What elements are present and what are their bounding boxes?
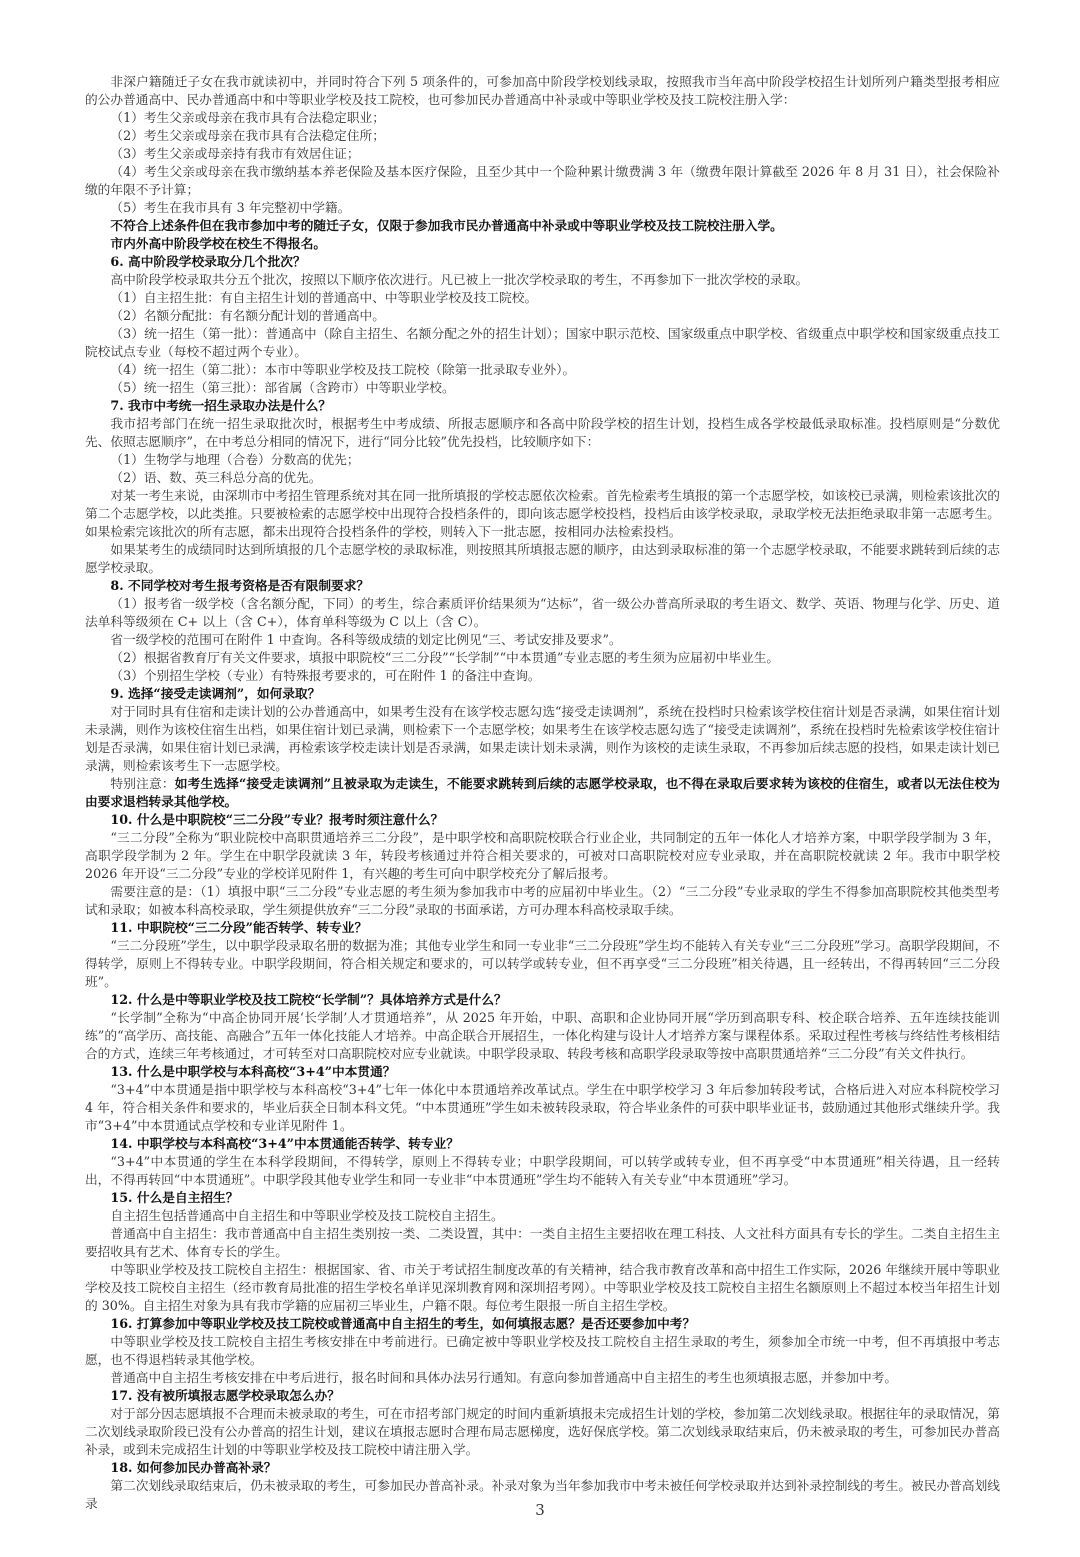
list-item: （2）名额分配批：有名额分配计划的普通高中。	[110, 308, 385, 323]
condition-item: （3）考生父亲或母亲持有我市有效居住证；	[110, 146, 360, 161]
paragraph: 省一级学校的范围可在附件 1 中查询。各科等级成绩的划定比例见“三、考试安排及要求”。	[110, 632, 622, 647]
special-note	[85, 775, 1000, 811]
section-7	[85, 397, 1000, 577]
document-body	[85, 73, 1000, 1513]
paragraph: 普通高中自主招生考核安排在中考后进行，报名时间和具体办法另行通知。有意向参加普通高中自主招生的考生也须填报志愿，并参加中考。	[110, 1370, 898, 1385]
section-heading: 12. 什么是中等职业学校及技工院校“长学制”？具体培养方式是什么？	[110, 992, 507, 1007]
section-8	[85, 577, 1000, 685]
section-9	[85, 685, 1000, 811]
paragraph: 中等职业学校及技工院校自主招生考核安排在中考前进行。已确定被中等职业学校及技工院校自主招生录取的考生，须参加全市统一中考，但不再填报中考志愿，也不得退档转录其他学校。	[85, 1334, 1000, 1367]
section-heading: 15. 什么是自主招生？	[110, 1190, 239, 1205]
section-heading: 17. 没有被所填报志愿学校录取怎么办？	[110, 1388, 340, 1403]
special-note-text: 如考生选择“接受走读调剂”且被录取为走读生，不能要求跳转到后续的志愿学校录取，也不得在录取后要求转为该校的住宿生，或者以无法住校为由要求退档转录其他学校。	[85, 776, 1000, 809]
list-item: （2）根据省教育厅有关文件要求，填报中职院校“三二分段”“长学制”“中本贯通”专业志愿的考生须为应届初中毕业生。	[110, 650, 780, 665]
section-16	[85, 1315, 1000, 1387]
list-item: （3）统一招生（第一批）：普通高中（除自主招生、名额分配之外的招生计划）；国家中职示范校、国家级重点中职学校、省级重点中职学校和国家级重点技工院校试点专业（每校不超过两个专业）。	[85, 326, 1000, 359]
intro-section	[85, 73, 1000, 253]
paragraph: 对于同时具有住宿和走读计划的公办普通高中，如果考生没有在该学校志愿勾选“接受走读调剂”，系统在投档时只检索该学校住宿计划是否录满，如果住宿计划未录满，则作为该校住宿生出档，如果住宿计划已录满，则检索下一个志愿学校；如果考生在该学校志愿勾选了“接受走读调剂”，系统在投档时先检索该学校住宿计划是否录满，如果住宿计划已录满，再检索该学校走读计划是否录满，如果走读计划未录满，则作为该校的走读生录取，不再参加后续志愿的投档，如果走读计划已录满，则检索该考生下一志愿学校。	[85, 704, 1000, 773]
section-heading: 8. 不同学校对考生报考资格是否有限制要求？	[110, 578, 370, 593]
condition-item: （4）考生父亲或母亲在我市缴纳基本养老保险及基本医疗保险，且至少其中一个险种累计缴费满 3 年（缴费年限计算截至 2026 年 8 月 31 日），社会保险补缴的年限不予计算；	[85, 164, 1000, 197]
section-heading: 9. 选择“接受走读调剂”，如何录取？	[110, 686, 321, 701]
paragraph: 普通高中自主招生：我市普通高中自主招生类别按一类、二类设置，其中：一类自主招生主要招收在理工科技、人文社科方面具有专长的学生。二类自主招生主要招收具有艺术、体育专长的学生。	[85, 1226, 1000, 1259]
section-heading: 14. 中职学校与本科高校“3+4”中本贯通能否转学、转专业？	[110, 1136, 459, 1151]
condition-item: （2）考生父亲或母亲在我市具有合法稳定住所；	[110, 128, 385, 143]
condition-item: （5）考生在我市具有 3 年完整初中学籍。	[110, 200, 351, 215]
section-6	[85, 253, 1000, 397]
paragraph: 高中阶段学校录取共分五个批次，按照以下顺序依次进行。凡已被上一批次学校录取的考生，不再参加下一批次学校的录取。	[110, 272, 809, 287]
paragraph: “三二分段班”学生，以中职学段录取名册的数据为准；其他专业学生和同一专业非“三二分段班”学生均不能转入有关专业“三二分段班”学习。高职学段期间，不得转学，原则上不得转专业。中职学段期间，符合相关规定和要求的，可以转学或转专业，但不再享受“三二分段班”相关待遇，且一经转出，不得再转回“三二分段班”。	[85, 938, 1000, 989]
list-item: （3）个别招生学校（专业）有特殊报考要求的，可在附件 1 的备注中查询。	[110, 668, 541, 683]
page-number: 3	[535, 1501, 545, 1519]
bold-note: 不符合上述条件但在我市参加中考的随迁子女，仅限于参加我市民办普通高中补录或中等职业学校及技工院校注册入学。	[110, 218, 783, 233]
special-note-label: 特别注意：	[110, 776, 175, 791]
section-17	[85, 1387, 1000, 1459]
section-heading: 7. 我市中考统一招生录取办法是什么？	[110, 398, 332, 413]
paragraph: 我市招考部门在统一招生录取批次时，根据考生中考成绩、所报志愿顺序和各高中阶段学校的招生计划，投档生成各学校最低录取标准。投档原则是“分数优先、依照志愿顺序”，在中考总分相同的情况下，进行“同分比较”优先投档，比较顺序如下：	[85, 416, 1000, 449]
list-item: （4）统一招生（第二批）：本市中等职业学校及技工院校（除第一批录取专业外）。	[110, 362, 576, 377]
section-heading: 10. 什么是中职院校“三二分段”专业？报考时须注意什么？	[110, 812, 444, 827]
section-heading: 13. 什么是中职学校与本科高校“3+4”中本贯通？	[110, 1064, 396, 1079]
paragraph: 如果某考生的成绩同时达到所填报的几个志愿学校的录取标准，则按照其所填报志愿的顺序，由达到录取标准的第一个志愿学校录取，不能要求跳转到后续的志愿学校录取。	[85, 542, 1000, 575]
section-14	[85, 1135, 1000, 1189]
paragraph: 对于部分因志愿填报不合理而未被录取的考生，可在市招考部门规定的时间内重新填报未完成招生计划的学校，参加第二次划线录取。根据往年的录取情况，第二次划线录取阶段已没有公办普高的招生计划，建议在填报志愿时合理布局志愿梯度，选好保底学校。第二次划线录取结束后，仍未被录取的考生，可参加民办普高补录，或到未完成招生计划的中等职业学校及技工院校中请注册入学。	[85, 1406, 1000, 1457]
paragraph: 第二次划线录取结束后，仍未被录取的考生，可参加民办普高补录。补录对象为当年参加我市中考未被任何学校录取并达到补录控制线的考生。被民办普高划线录	[85, 1478, 1000, 1511]
paragraph: “长学制”全称为“中高企协同开展‘长学制’人才贯通培养”，从 2025 年开始，中职、高职和企业协同开展“学历到高职专科、校企联合培养、五年连续技能训练”的“高学历、高技能、高融合”五年一体化技能人才培养。中高企联合开展招生，一体化构建与设计人才培养方案与课程体系。采取过程性考核与终结性考核相结合的方式，连续三年考核通过，才可转至对口高职院校对应专业就读。中职学段录取、转段考核和高职学段录取等按中高职贯通培养“三二分段”有关文件执行。	[85, 1010, 1000, 1061]
section-heading: 18. 如何参加民办普高补录？	[110, 1460, 277, 1475]
paragraph: “三二分段”全称为“职业院校中高职贯通培养三二分段”，是中职学校和高职院校联合行业企业，共同制定的五年一体化人才培养方案，中职学段学制为 3 年，高职学段学制为 2 年。学生在中职学段就读 3 年，转段考核通过并符合相关要求的，可被对口高职院校对应专业录取，并在高职院校就读 2 年。我市中职学校 2026 年开设“三二分段”专业的学校详见附件 1，有兴趣的考生可向中职学校充分了解后报考。	[85, 830, 1000, 881]
section-11	[85, 919, 1000, 991]
paragraph: 对某一考生来说，由深圳市中考招生管理系统对其在同一批所填报的学校志愿依次检索。首先检索考生填报的第一个志愿学校，如该校已录满，则检索该批次的第二个志愿学校，以此类推。只要被检索的志愿学校中出现符合投档条件的，即向该志愿学校投档，投档后由该学校录取，录取学校无法拒绝录取非第一志愿考生。如果检索完该批次的所有志愿，都未出现符合投档条件的学校，则转入下一批志愿，按相同办法检索投档。	[85, 488, 1000, 539]
condition-item: （1）考生父亲或母亲在我市具有合法稳定职业；	[110, 110, 385, 125]
paragraph: “3+4”中本贯通的学生在本科学段期间，不得转学，原则上不得转专业；中职学段期间，可以转学或转专业，但不再享受“中本贯通班”相关待遇，且一经转出，不得再转回“中本贯通班”。中职学段其他专业学生和同一专业非“中本贯通班”学生均不能转入有关专业“中本贯通班”学习。	[85, 1154, 1000, 1187]
section-heading: 11. 中职院校“三二分段”能否转学、转专业？	[110, 920, 368, 935]
section-13	[85, 1063, 1000, 1135]
bold-note: 市内外高中阶段学校在校生不得报名。	[110, 236, 327, 251]
section-15	[85, 1189, 1000, 1315]
list-item: （1）生物学与地理（合卷）分数高的优先；	[110, 452, 360, 467]
paragraph: 需要注意的是：（1）填报中职“三二分段”专业志愿的考生须为参加我市中考的应届初中毕业生。（2）“三二分段”专业录取的学生不得参加高职院校其他类型考试和录取；如被本科高校录取，学生须提供放弃“三二分段”录取的书面承诺，方可办理本科高校录取手续。	[85, 884, 1000, 917]
paragraph: 自主招生包括普通高中自主招生和中等职业学校及技工院校自主招生。	[110, 1208, 504, 1223]
list-item: （1）报考省一级学校（含名额分配，下同）的考生，综合素质评价结果须为“达标”，省一级公办普高所录取的考生语文、数学、英语、物理与化学、历史、道法单科等级须在 C+ 以上（含 C+），体育单科等级为 C 以上（含 C）。	[85, 596, 1000, 629]
section-10	[85, 811, 1000, 919]
list-item: （2）语、数、英三科总分高的优先。	[110, 470, 322, 485]
list-item: （5）统一招生（第三批）：部省属（含跨市）中等职业学校。	[110, 380, 455, 395]
paragraph: 中等职业学校及技工院校自主招生：根据国家、省、市关于考试招生制度改革的有关精神，结合我市教育改革和高中招生工作实际，2026 年继续开展中等职业学校及技工院校自主招生（经市教育局批准的招生学校名单详见深圳教育网和深圳招考网）。中等职业学校及技工院校自主招生名额原则上不超过本校当年招生计划的 30%。自主招生对象为具有我市学籍的应届初三毕业生，户籍不限。每位考生限报一所自主招生学校。	[85, 1262, 1000, 1313]
intro-paragraph: 非深户籍随迁子女在我市就读初中，并同时符合下列 5 项条件的，可参加高中阶段学校划线录取，按照我市当年高中阶段学校招生计划所列户籍类型报考相应的公办普通高中、民办普通高中和中等职业学校及技工院校，也可参加民办普通高中补录或中等职业学校及技工院校注册入学：	[85, 74, 1000, 107]
section-heading: 16. 打算参加中等职业学校及技工院校或普通高中自主招生的考生，如何填报志愿？是否还要参加中考？	[110, 1316, 696, 1331]
section-heading: 6. 高中阶段学校录取分几个批次？	[110, 254, 306, 269]
list-item: （1）自主招生批：有自主招生计划的普通高中、中等职业学校及技工院校。	[110, 290, 538, 305]
section-12	[85, 991, 1000, 1063]
paragraph: “3+4”中本贯通是指中职学校与本科高校“3+4”七年一体化中本贯通培养改革试点。学生在中职学校学习 3 年后参加转段考试，合格后进入对应本科院校学习 4 年，符合相关条件和要求的，毕业后获全日制本科文凭。“中本贯通班”学生如未被转段录取，符合毕业条件的可获中职毕业证书，鼓励通过其他形式继续升学。我市“3+4”中本贯通试点学校和专业详见附件 1。	[85, 1082, 1000, 1133]
